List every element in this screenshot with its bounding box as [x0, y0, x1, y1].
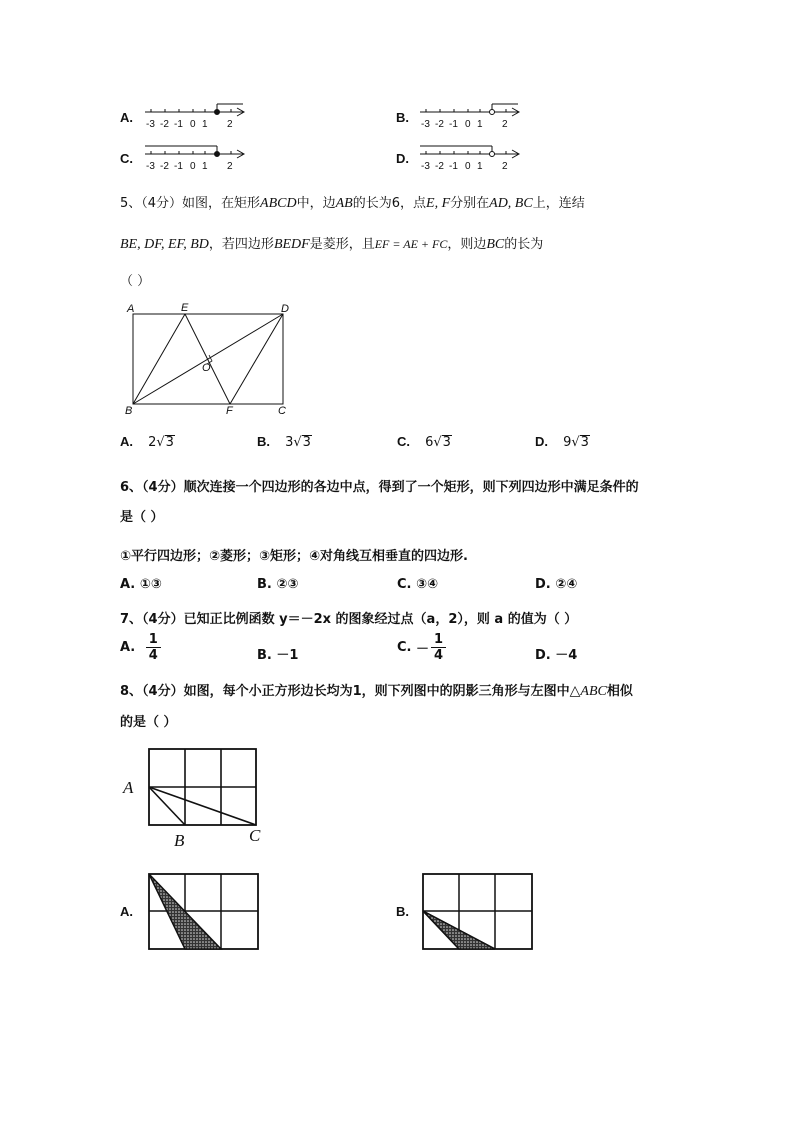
q8-text: 相似	[606, 684, 633, 699]
q7-option-d-text: －4	[555, 648, 578, 663]
q8-option-b-grid	[422, 872, 534, 950]
q5-text: 中，边	[296, 196, 336, 211]
q5-point-o: O	[202, 362, 211, 374]
q7-option-c-label: C.	[397, 640, 412, 655]
q6-option-b	[257, 577, 298, 592]
q5-option-a-label: A.	[120, 434, 133, 449]
q6-option-a-label: A.	[120, 577, 136, 592]
q5-rectangle-figure	[125, 302, 295, 420]
q6-option-c-label: C.	[397, 577, 412, 592]
q4-option-a-number-line	[145, 103, 250, 131]
q7-option-c-fraction	[431, 632, 446, 663]
radical-sign: √	[293, 435, 302, 450]
q8-triangle-name: △ABC	[569, 684, 607, 699]
q8-stem-line2: 的是（ ）	[120, 715, 177, 730]
q5-text: ，则边	[447, 237, 487, 252]
q5-math: E, F	[426, 196, 451, 211]
q5-stem-line2	[120, 233, 543, 253]
q5-math: ABCD	[260, 196, 297, 211]
q4a-tick: 1	[202, 119, 208, 130]
q4c-tick: 2	[227, 161, 233, 172]
q5-option-d-label: D.	[535, 434, 548, 449]
q5-option-d	[535, 431, 590, 450]
q7-option-b	[257, 644, 298, 663]
q5-point-d: D	[281, 303, 289, 315]
q7-stem: 7、（4分）已知正比例函数 y＝－2x 的图象经过点（a，2），则 a 的值为（ ）	[120, 612, 578, 627]
q5-math: BE, DF, EF, BD	[120, 237, 209, 252]
q8-option-a-grid	[148, 872, 260, 950]
radical-sign: √	[571, 435, 580, 450]
q6-option-d	[535, 577, 577, 592]
q6-option-d-text: ②④	[555, 577, 578, 592]
q4c-tick: 1	[202, 161, 208, 172]
q8-option-b-label: B.	[396, 904, 409, 919]
q4a-tick: -3	[146, 119, 155, 130]
q4d-tick: -2	[435, 161, 444, 172]
q4c-tick: -3	[146, 161, 155, 172]
q5-point-c: C	[278, 405, 286, 417]
q4b-tick: -1	[449, 119, 458, 130]
q4c-tick: -2	[160, 161, 169, 172]
q4b-tick: -3	[421, 119, 430, 130]
q6-option-a	[120, 577, 162, 592]
fraction-denominator: 4	[434, 648, 444, 663]
q5-answer-paren: （ ）	[120, 274, 151, 289]
q5-text: 是菱形，且	[309, 237, 375, 252]
q6-option-a-text: ①③	[139, 577, 162, 592]
q5-option-a-coef: 2	[148, 435, 157, 450]
q8-option-a-label: A.	[120, 904, 133, 919]
q4-option-a-label: A.	[120, 110, 133, 125]
q6-option-c	[397, 577, 438, 592]
q4c-tick: -1	[174, 161, 183, 172]
q7-option-d-label: D.	[535, 648, 551, 663]
q4-option-b-number-line	[420, 103, 525, 131]
q5-option-a	[120, 431, 175, 450]
q6-option-c-text: ③④	[416, 577, 439, 592]
q7-option-a-fraction	[146, 632, 161, 663]
q4a-tick: 0	[190, 119, 196, 130]
q4-option-d-number-line	[420, 145, 525, 173]
q5-option-c-radicand: 3	[442, 435, 451, 450]
fraction-denominator: 4	[148, 648, 158, 663]
q5-option-b-label: B.	[257, 434, 270, 449]
radical-sign: √	[156, 435, 165, 450]
q4-option-d-label: D.	[396, 151, 409, 166]
q8-text: 8、（4分）如图，每个小正方形边长均为1，则下列图中的阴影三角形与左图中	[120, 684, 570, 699]
q4-option-c-label: C.	[120, 151, 133, 166]
q8-point-a: A	[123, 778, 134, 797]
q8-reference-grid	[120, 745, 290, 850]
q6-stem-line2: 是（ ）	[120, 510, 164, 525]
q7-option-c	[397, 632, 446, 663]
q5-option-c-label: C.	[397, 434, 410, 449]
q5-option-b	[257, 431, 312, 450]
q5-point-a: A	[127, 303, 135, 315]
q5-option-d-radicand: 3	[580, 435, 589, 450]
q5-text: 上，连结	[532, 196, 585, 211]
q4-option-c-number-line	[145, 145, 250, 173]
q5-point-f: F	[226, 405, 233, 417]
q8-point-c: C	[249, 826, 261, 845]
q4b-tick: 1	[477, 119, 483, 130]
q4d-tick: 0	[465, 161, 471, 172]
q7-option-d	[535, 644, 577, 663]
q4-option-b-label: B.	[396, 110, 409, 125]
q7-option-c-sign: －	[416, 642, 430, 657]
q5-math: AB	[335, 196, 353, 211]
q5-stem-line1	[120, 192, 585, 212]
q5-text: 5、（4分）如图，在矩形	[120, 196, 261, 211]
fraction-numerator: 1	[146, 632, 161, 648]
q4a-tick: 2	[227, 119, 233, 130]
q4b-tick: -2	[435, 119, 444, 130]
q5-text: 的长为	[504, 237, 544, 252]
q5-point-b: B	[125, 405, 133, 417]
q6-stem-line1: 6、（4分）顺次连接一个四边形的各边中点，得到了一个矩形，则下列四边形中满足条件的	[120, 480, 639, 495]
q5-option-b-radicand: 3	[302, 435, 311, 450]
q8-stem-line1	[120, 680, 633, 700]
q5-text: 的长为6，点	[352, 196, 427, 211]
q7-option-a-label: A.	[120, 640, 136, 655]
q4d-tick: 1	[477, 161, 483, 172]
fraction-numerator: 1	[431, 632, 446, 648]
q5-option-b-coef: 3	[285, 435, 294, 450]
q4d-tick: -3	[421, 161, 430, 172]
q4a-tick: -2	[160, 119, 169, 130]
q5-option-c	[397, 431, 452, 450]
radical-sign: √	[433, 435, 442, 450]
q6-option-b-label: B.	[257, 577, 272, 592]
q5-text: ，若四边形	[208, 237, 274, 252]
q6-option-b-text: ②③	[276, 577, 299, 592]
q5-math-equation: EF = AE + FC	[374, 237, 448, 251]
q8-point-b: B	[174, 831, 185, 850]
q7-option-b-label: B.	[257, 648, 272, 663]
q6-conditions: ①平行四边形；②菱形；③矩形；④对角线互相垂直的四边形.	[120, 549, 468, 564]
q7-option-b-text: －1	[276, 648, 299, 663]
q4a-tick: -1	[174, 119, 183, 130]
q5-point-e: E	[181, 302, 189, 314]
q6-option-d-label: D.	[535, 577, 551, 592]
q5-option-c-coef: 6	[425, 435, 434, 450]
q5-math: BC	[486, 237, 505, 252]
q4d-tick: -1	[449, 161, 458, 172]
q5-math: AD, BC	[489, 196, 533, 211]
q5-option-a-radicand: 3	[165, 435, 174, 450]
q7-option-a	[120, 632, 161, 663]
q4c-tick: 0	[190, 161, 196, 172]
q5-math: BEDF	[273, 237, 310, 252]
q4b-tick: 0	[465, 119, 471, 130]
q4d-tick: 2	[502, 161, 508, 172]
q5-option-d-coef: 9	[563, 435, 572, 450]
q5-text: 分别在	[450, 196, 490, 211]
q4b-tick: 2	[502, 119, 508, 130]
